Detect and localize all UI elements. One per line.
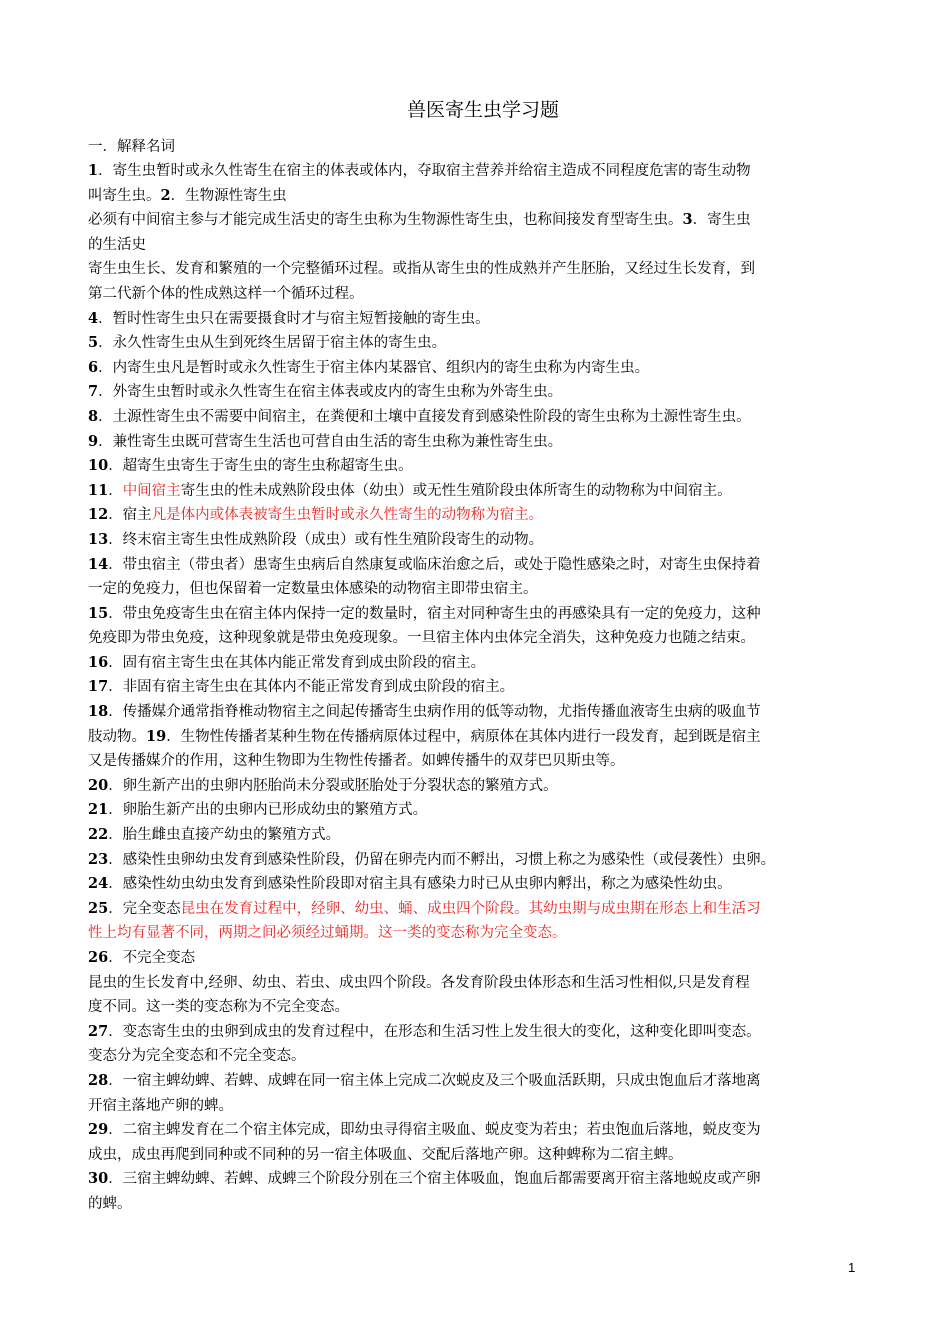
item-number: 4 bbox=[88, 309, 99, 327]
page-number: 1 bbox=[848, 1260, 856, 1275]
item-number: 29 bbox=[88, 1121, 109, 1139]
text-line bbox=[88, 553, 878, 578]
text-line bbox=[88, 1044, 878, 1069]
highlighted-text: 中间宿主 bbox=[122, 482, 181, 499]
text-segment: 叫寄生虫。 bbox=[88, 187, 161, 204]
text-segment: ．带虫宿主（带虫者）患寄生虫病后自然康复或临床治愈之后，或处于隐性感染之时，对寄生虫保持着 bbox=[108, 556, 761, 573]
text-line bbox=[88, 159, 878, 184]
text-segment: ．胎生雌虫直接产幼虫的繁殖方式。 bbox=[108, 827, 341, 844]
item-number: 3 bbox=[682, 211, 693, 229]
text-segment: 第二代新个体的性成熟这样一个循环过程。 bbox=[88, 285, 364, 302]
text-segment: ．卵生新产出的虫卵内胚胎尚未分裂或胚胎处于分裂状态的繁殖方式。 bbox=[108, 777, 558, 794]
item-number: 18 bbox=[88, 703, 109, 721]
text-segment: 昆虫的生长发育中,经卵、幼虫、若虫、成虫四个阶段。各发育阶段虫体形态和生活习性相似,只是发育程 bbox=[88, 974, 750, 991]
item-number: 9 bbox=[88, 432, 99, 450]
text-segment: ．固有宿主寄生虫在其体内能正常发育到成虫阶段的宿主。 bbox=[108, 654, 486, 671]
text-line bbox=[88, 331, 878, 356]
text-line bbox=[88, 651, 878, 676]
text-line bbox=[88, 700, 878, 725]
text-segment: ．暂时性寄生虫只在需要摄食时才与宿主短暂接触的寄生虫。 bbox=[98, 310, 490, 327]
text-segment: ．生物源性寄生虫 bbox=[170, 187, 287, 204]
text-line bbox=[88, 577, 878, 602]
highlighted-text: 凡是体内或体表被寄生虫暂时或永久性寄生的动物称为宿主。 bbox=[151, 507, 544, 524]
text-segment: ．内寄生虫凡是暂时或永久性寄生于宿主体内某器官、组织内的寄生虫称为内寄生虫。 bbox=[98, 359, 650, 376]
text-line bbox=[88, 626, 878, 651]
text-line bbox=[88, 921, 878, 946]
text-line bbox=[88, 528, 878, 553]
item-number: 15 bbox=[88, 604, 109, 622]
item-number: 23 bbox=[88, 850, 109, 868]
document-page bbox=[88, 96, 878, 1217]
text-segment: 又是传播媒介的作用，这种生物即为生物性传播者。如蜱传播牛的双芽巴贝斯虫等。 bbox=[88, 753, 625, 770]
item-number: 13 bbox=[88, 530, 109, 548]
item-number: 28 bbox=[88, 1071, 109, 1089]
text-line bbox=[88, 749, 878, 774]
item-number: 24 bbox=[88, 875, 109, 893]
text-segment: ．变态寄生虫的虫卵到成虫的发育过程中，在形态和生活习性上发生很大的变化，这种变化即叫变态。 bbox=[108, 1023, 761, 1040]
item-number: 30 bbox=[88, 1170, 109, 1188]
text-segment: ．二宿主蜱发育在二个宿主体完成，即幼虫寻得宿主吸血、蜕皮变为若虫；若虫饱血后落地，蜕皮变为 bbox=[108, 1122, 761, 1139]
text-line bbox=[88, 307, 878, 332]
text-line bbox=[88, 823, 878, 848]
text-line bbox=[88, 184, 878, 209]
text-line bbox=[88, 208, 878, 233]
text-line bbox=[88, 1143, 878, 1168]
text-line bbox=[88, 479, 878, 504]
text-segment: 开宿主落地产卵的蜱。 bbox=[88, 1097, 233, 1114]
text-segment: 寄生虫生长、发育和繁殖的一个完整循环过程。或指从寄生虫的性成熟并产生胚胎，又经过生长发育，到 bbox=[88, 261, 755, 278]
text-line bbox=[88, 233, 878, 258]
text-segment: ．非固有宿主寄生虫在其体内不能正常发育到成虫阶段的宿主。 bbox=[108, 679, 515, 696]
text-segment: ．卵胎生新产出的虫卵内已形成幼虫的繁殖方式。 bbox=[108, 802, 428, 819]
section-heading: 一．解释名词 bbox=[88, 139, 175, 155]
text-line bbox=[88, 356, 878, 381]
text-line bbox=[88, 675, 878, 700]
text-segment: 免疫即为带虫免疫，这种现象就是带虫免疫现象。一旦宿主体内虫体完全消失，这种免疫力也随之结束。 bbox=[88, 630, 755, 647]
text-line bbox=[88, 872, 878, 897]
text-segment: 度不同。这一类的变态称为不完全变态。 bbox=[88, 999, 349, 1016]
text-line bbox=[88, 380, 878, 405]
text-segment: 的蜱。 bbox=[88, 1195, 132, 1212]
text-line bbox=[88, 282, 878, 307]
text-line bbox=[88, 995, 878, 1020]
item-number: 25 bbox=[88, 899, 109, 917]
item-number: 7 bbox=[88, 383, 99, 401]
text-line bbox=[88, 1192, 878, 1217]
text-line bbox=[88, 1118, 878, 1143]
text-segment: ． bbox=[108, 482, 123, 499]
item-number: 8 bbox=[88, 407, 99, 425]
item-number: 27 bbox=[88, 1022, 109, 1040]
highlighted-text: 性上均有显著不同，两期之间必须经过蛹期。这一类的变态称为完全变态。 bbox=[88, 925, 567, 942]
text-segment: ．超寄生虫寄生于寄生虫的寄生虫称超寄生虫。 bbox=[108, 458, 413, 475]
text-line bbox=[88, 1094, 878, 1119]
item-number: 2 bbox=[160, 186, 171, 204]
text-segment: 的生活史 bbox=[88, 236, 146, 253]
item-number: 5 bbox=[88, 334, 99, 352]
highlighted-text: 昆虫在发育过程中，经卵、幼虫、蛹、成虫四个阶段。其幼虫期与成虫期在形态上和生活习 bbox=[180, 900, 761, 917]
text-line bbox=[88, 774, 878, 799]
item-number: 21 bbox=[88, 801, 109, 819]
text-segment: 必须有中间宿主参与才能完成生活史的寄生虫称为生物源性寄生虫，也称间接发育型寄生虫。 bbox=[88, 212, 683, 229]
text-segment: ．外寄生虫暂时或永久性寄生在宿主体表或皮内的寄生虫称为外寄生虫。 bbox=[98, 384, 563, 401]
text-line bbox=[88, 1020, 878, 1045]
text-line bbox=[88, 971, 878, 996]
item-number: 16 bbox=[88, 653, 109, 671]
item-number: 14 bbox=[88, 555, 109, 573]
item-number: 1 bbox=[88, 162, 99, 179]
text-segment: 一定的免疫力，但也保留着一定数量虫体感染的动物宿主即带虫宿主。 bbox=[88, 581, 538, 598]
text-segment: ．感染性虫卵幼虫发育到感染性阶段，仍留在卵壳内而不孵出，习惯上称之为感染性（或侵袭性）虫卵。 bbox=[108, 851, 776, 868]
item-number: 20 bbox=[88, 776, 109, 794]
text-line bbox=[88, 405, 878, 430]
text-line bbox=[88, 848, 878, 873]
item-number: 17 bbox=[88, 678, 109, 696]
text-segment: ．终末宿主寄生虫性成熟阶段（成虫）或有性生殖阶段寄生的动物。 bbox=[108, 531, 544, 548]
text-segment: ．带虫免疫寄生虫在宿主体内保持一定的数量时，宿主对同种寄生虫的再感染具有一定的免疫力，这种 bbox=[108, 605, 761, 622]
text-line bbox=[88, 897, 878, 922]
text-segment: 成虫，成虫再爬到同种或不同种的另一宿主体吸血、交配后落地产卵。这种蜱称为二宿主蜱。 bbox=[88, 1146, 683, 1163]
text-line bbox=[88, 503, 878, 528]
item-number: 6 bbox=[88, 358, 99, 376]
item-number: 22 bbox=[88, 826, 109, 844]
text-line bbox=[88, 257, 878, 282]
text-line bbox=[88, 798, 878, 823]
text-line bbox=[88, 430, 878, 455]
text-segment: ．三宿主蜱幼蜱、若蜱、成蜱三个阶段分别在三个宿主体吸血，饱血后都需要离开宿主落地蜕皮或产卵 bbox=[108, 1171, 761, 1188]
item-number: 12 bbox=[88, 506, 109, 524]
item-number: 19 bbox=[146, 727, 167, 745]
text-segment: ．生物性传播者某种生物在传播病原体过程中，病原体在其体内进行一段发育，起到既是宿主 bbox=[166, 728, 761, 745]
text-segment: 变态分为完全变态和不完全变态。 bbox=[88, 1048, 306, 1065]
item-number: 10 bbox=[88, 457, 109, 475]
text-line bbox=[88, 602, 878, 627]
text-segment: 肢动物。 bbox=[88, 728, 146, 745]
text-line bbox=[88, 1167, 878, 1192]
text-segment: ．寄生虫暂时或永久性寄生在宿主的体表或体内，夺取宿主营养并给宿主造成不同程度危害的寄生动物 bbox=[98, 163, 751, 179]
text-line bbox=[88, 1069, 878, 1094]
text-segment: ．一宿主蜱幼蜱、若蜱、成蜱在同一宿主体上完成二次蜕皮及三个吸血活跃期，只成虫饱血后才落地离 bbox=[108, 1072, 761, 1089]
text-segment: ．土源性寄生虫不需要中间宿主，在粪便和土壤中直接发育到感染性阶段的寄生虫称为土源性寄生虫。 bbox=[98, 408, 751, 425]
text-segment: ．完全变态 bbox=[108, 900, 181, 917]
text-segment: ．感染性幼虫幼虫发育到感染性阶段即对宿主具有感染力时已从虫卵内孵出，称之为感染性幼虫。 bbox=[108, 876, 732, 893]
text-segment: ．传播媒介通常指脊椎动物宿主之间起传播寄生虫病作用的低等动物，尤指传播血液寄生虫病的吸血节 bbox=[108, 704, 761, 721]
text-segment: ．兼性寄生虫既可营寄生生活也可营自由生活的寄生虫称为兼性寄生虫。 bbox=[98, 433, 563, 450]
text-segment: ．寄生虫 bbox=[692, 212, 751, 229]
text-line bbox=[88, 946, 878, 971]
item-number: 11 bbox=[88, 481, 109, 499]
text-segment: ．不完全变态 bbox=[108, 950, 196, 966]
document-body bbox=[88, 159, 878, 1217]
text-segment: ．宿主 bbox=[108, 507, 152, 524]
page-title: 兽医寄生虫学习题 bbox=[406, 99, 559, 121]
text-segment: 寄生虫的性未成熟阶段虫体（幼虫）或无性生殖阶段虫体所寄生的动物称为中间宿主。 bbox=[180, 482, 732, 499]
text-line bbox=[88, 454, 878, 479]
text-line bbox=[88, 725, 878, 750]
text-segment: ．永久性寄生虫从生到死终生居留于宿主体的寄生虫。 bbox=[98, 335, 447, 352]
item-number: 26 bbox=[88, 949, 109, 966]
